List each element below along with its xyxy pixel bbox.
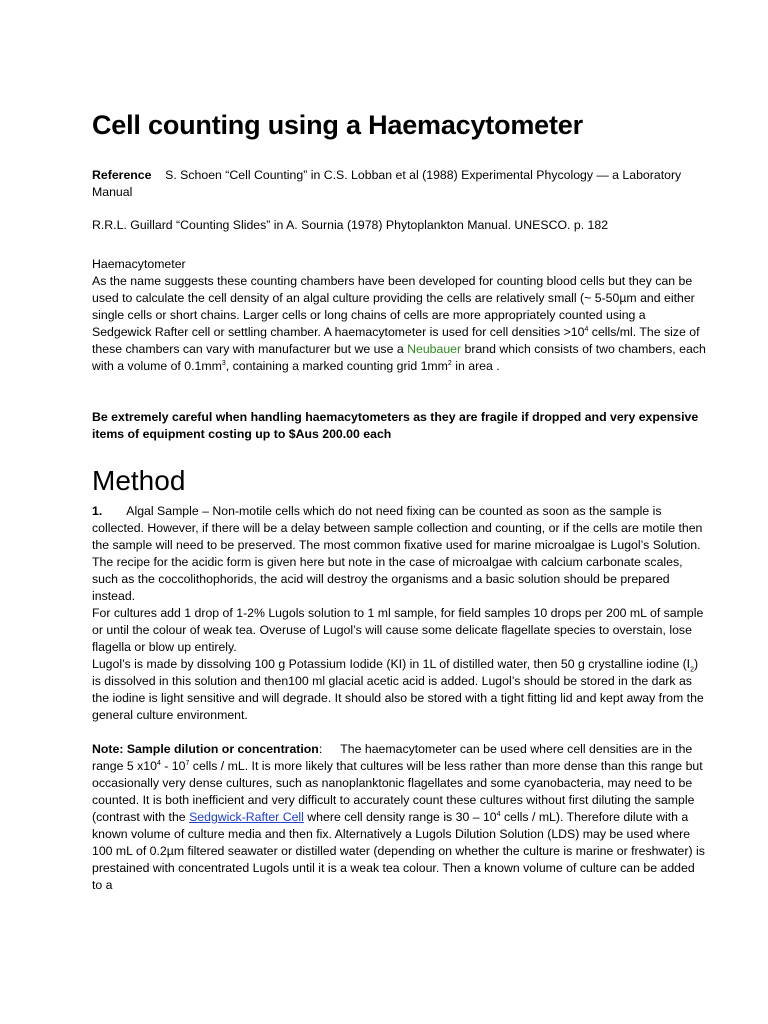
intro-heading: Haemacytometer <box>92 257 186 271</box>
reference-paragraph-2: R.R.L. Guillard “Counting Slides” in A. Sournia (1978) Phytoplankton Manual. UNESCO. p. 182 <box>92 218 609 232</box>
intro-text-4: , containing a marked counting grid 1mm <box>225 359 448 373</box>
method-step-1 <box>92 503 708 605</box>
reference-paragraph <box>92 167 708 201</box>
note-text-1: The haemacytometer can be used where cell densities are in the range 5 x10 <box>92 742 693 773</box>
intro-text-1: As the name suggests these counting chambers have been developed for counting blood cells but they can be used to calculate the cell density of an algal culture providing the cells are relatively small (~ 5-50µm and either single cells or short chains. Larger cells or long chains of cells are more appropriately counted using a Sedgewick Rafter cell or settling chamber. A haemacytometer is used for cell densities >10 <box>92 274 695 339</box>
step-1-text: Algal Sample – Non-motile cells which do not need fixing can be counted as soon as the sample is collected. However, if there will be a delay between sample collection and counting, or if the cells are motile then the sample will need to be preserved. The most common fixative used for marine microalgae is Lugol’s Solution. The recipe for the acidic form is given here but note in the case of microalgae with calcium carbonate scales, such as the coccolithophorids, the acid will destroy the organisms and a basic solution should be prepared instead. <box>92 504 703 603</box>
note-sup-1: 4 <box>156 759 161 767</box>
note-text-4: where cell density range is 30 – 10 <box>303 810 497 824</box>
method-heading: Method <box>92 465 186 496</box>
note-text-2: - 10 <box>160 759 186 773</box>
intro-sup-1: 4 <box>584 325 589 333</box>
intro-paragraph <box>92 273 708 375</box>
note-text-3: cells / mL. It is more likely that cultures will be less rather than more dense than this range but occasionally very dense cultures, such as nanoplanktonic flagellates and some cyanobacteria, may need to be counted. It is both inefficient and very difficult to accurately count these cultures without first diluting the sample (contrast with the <box>92 759 703 824</box>
page-title: Cell counting using a Haemacytometer <box>92 110 583 140</box>
reference-label: Reference <box>92 168 152 182</box>
intro-sup-3: 2 <box>447 359 452 367</box>
method-paragraph-3 <box>92 656 708 724</box>
intro-sup-2: 3 <box>221 359 226 367</box>
note-text-5: cells / mL). Therefore dilute with a known volume of culture media and then fix. Alternatively a Lugols Dilution Solution (LDS) may be used where 100 mL of 0.2µm filtered seawater or distilled water (depending on whether the culture is marine or freshwater) is prestained with concentrated Lugols until it is a weak tea colour. Then a known volume of culture can be added to a <box>92 810 705 892</box>
intro-text-5: in area . <box>451 359 500 373</box>
sedgwick-rafter-link[interactable]: Sedgwick-Rafter Cell <box>189 810 304 824</box>
note-sup-2: 7 <box>185 759 190 767</box>
step-number: 1. <box>92 504 103 518</box>
lugol-text-b: ) is dissolved in this solution and then100 ml glacial acetic acid is added. Lugol’s should be stored in the dark as the iodine is light sensitive and will degrade. It should also be stored with a tight fitting lid and kept away from the general culture environment. <box>92 657 704 722</box>
reference-1: S. Schoen “Cell Counting” in C.S. Lobban et al (1988) Experimental Phycology — a Laboratory Manual <box>92 168 682 199</box>
note-paragraph <box>92 741 708 894</box>
warning-paragraph: Be extremely careful when handling haemacytometers as they are fragile if dropped and very expensive items of equipment costing up to $Aus 200.00 each <box>92 410 699 441</box>
intro-text-3: brand which consists of two chambers, each with a volume of 0.1mm <box>92 342 706 373</box>
intro-text-2: cells/ml. The size of these chambers can vary with manufacturer but we use a <box>92 325 700 356</box>
method-paragraph-2: For cultures add 1 drop of 1-2% Lugols solution to 1 ml sample, for field samples 10 drops per 200 mL of sample or until the colour of weak tea. Overuse of Lugol’s will cause some delicate flagellate species to overstain, lose flagella or blow up entirely. <box>92 606 704 654</box>
lugol-text-a: Lugol’s is made by dissolving 100 g Potassium Iodide (KI) in 1L of distilled water, then 50 g crystalline iodine (I <box>92 657 691 671</box>
note-colon: : <box>318 742 323 756</box>
iodine-subscript: 2 <box>690 666 694 674</box>
note-label: Note: Sample dilution or concentration <box>92 742 319 756</box>
note-sup-3: 4 <box>496 810 501 818</box>
brand-name: Neubauer <box>407 342 462 356</box>
